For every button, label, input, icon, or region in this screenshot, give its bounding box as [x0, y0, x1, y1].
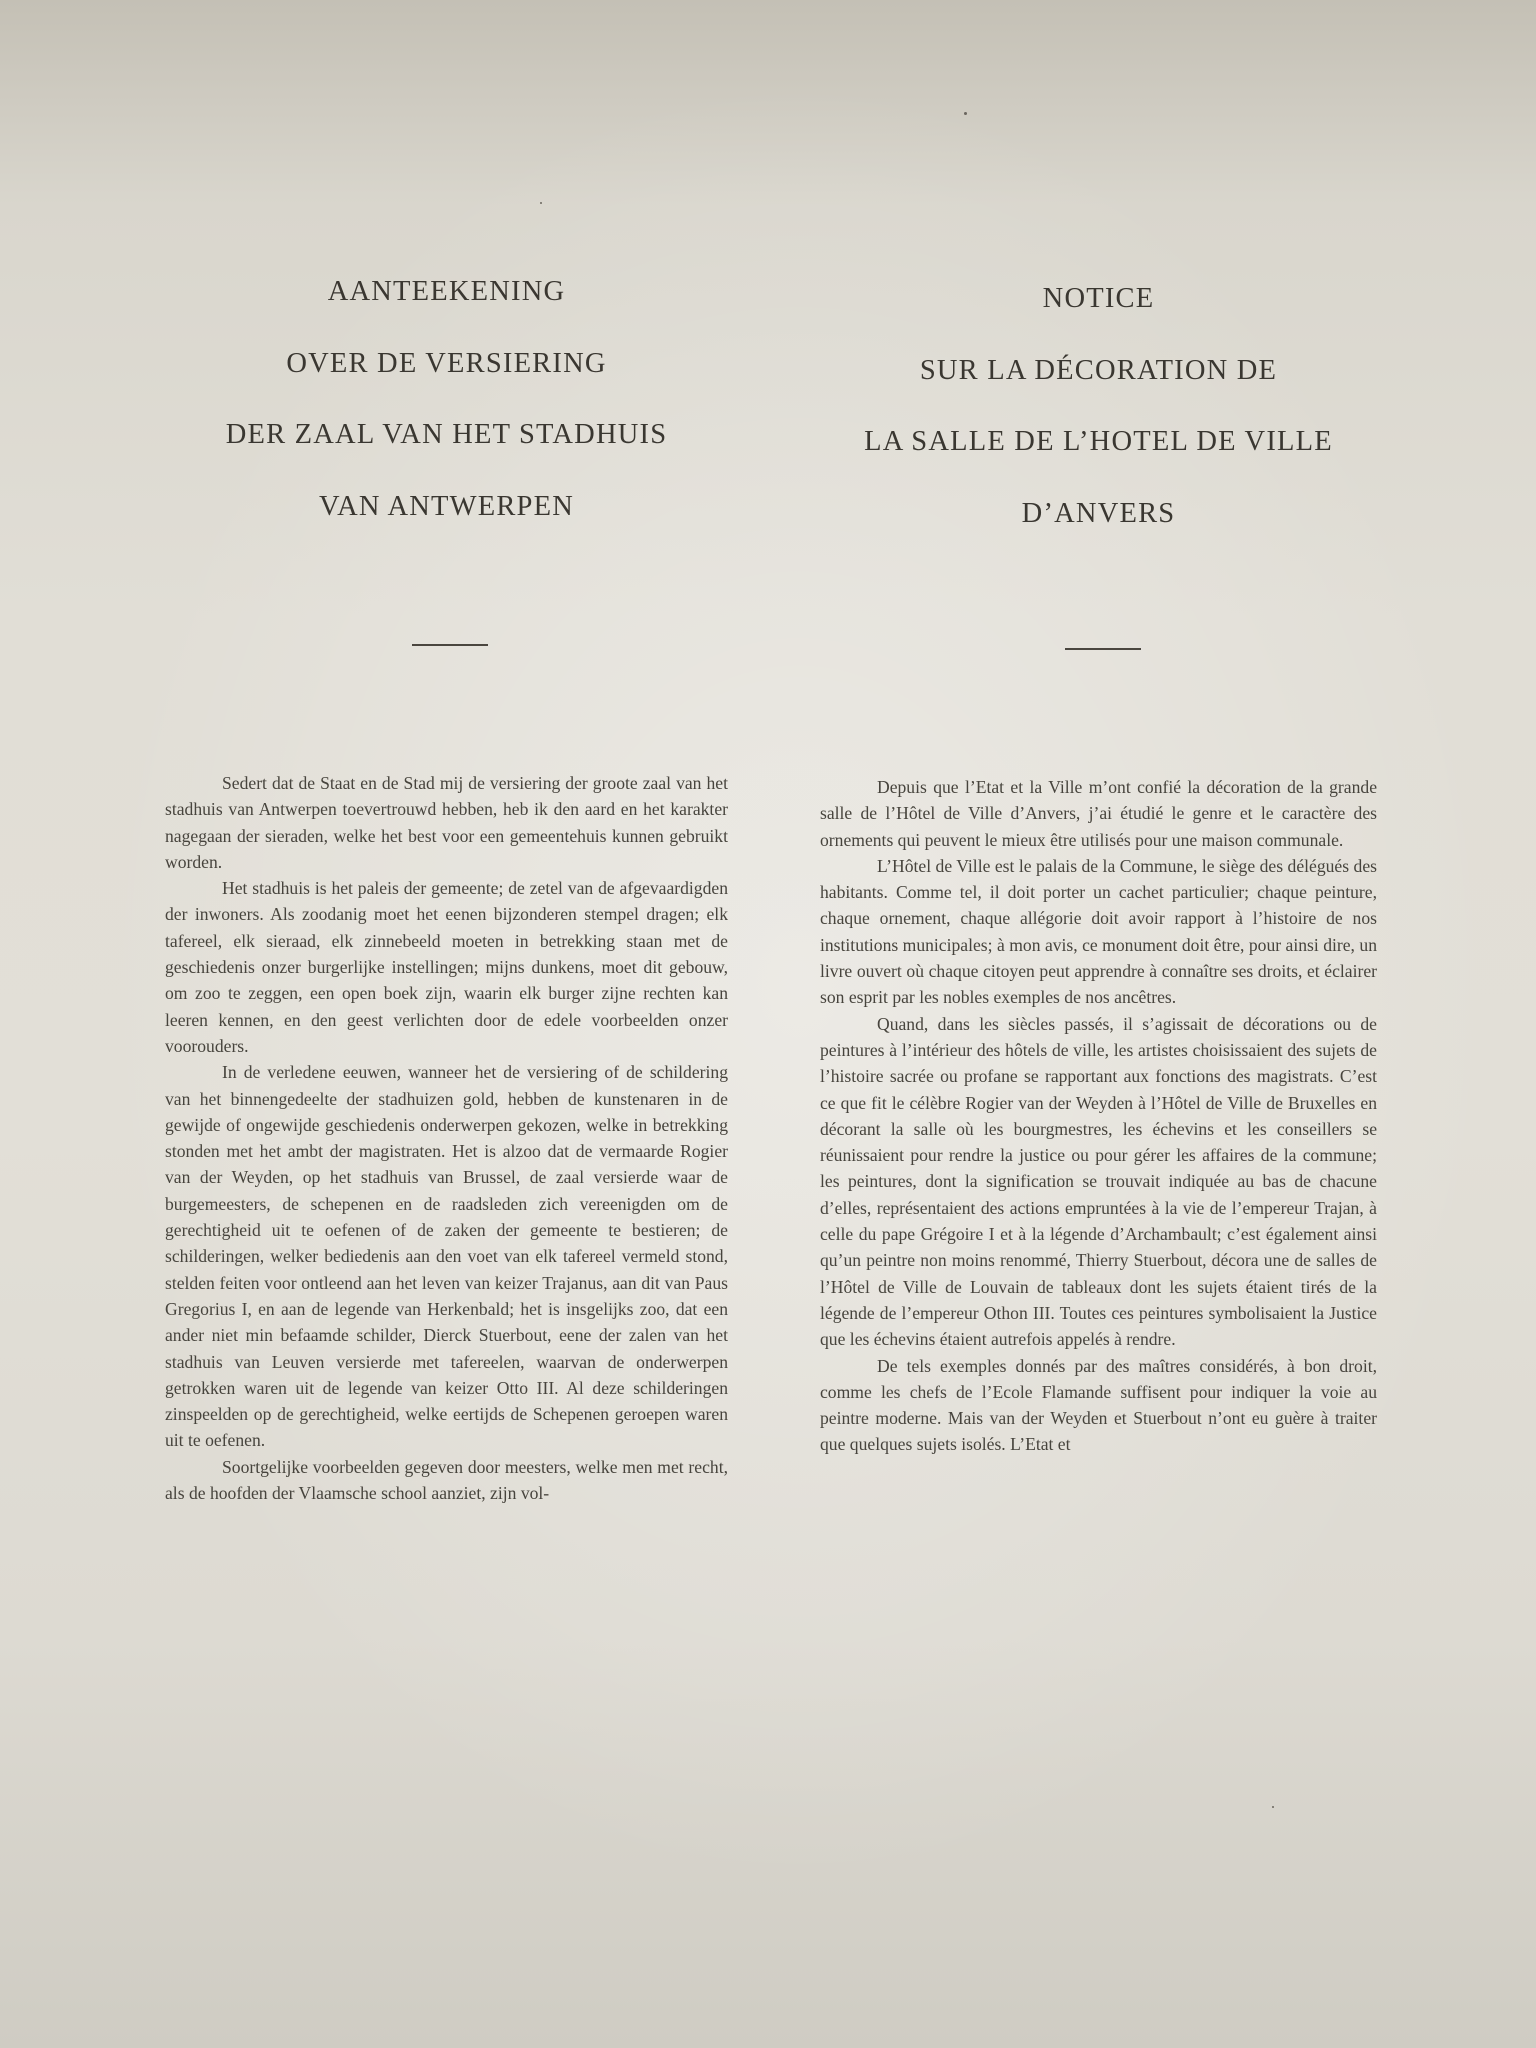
french-paragraph: Depuis que l’Etat et la Ville m’ont confié la décoration de la grande salle de l’Hôtel de Ville d’Anvers, j’ai étudié le genre et le caractère des ornements qui peuvent le mieux être utilisés pour une maison communale. [820, 777, 1377, 850]
french-title-line-4: D’ANVERS [1021, 498, 1176, 529]
dutch-title-divider [412, 644, 488, 646]
paper-speck [964, 112, 967, 115]
french-paragraph: L’Hôtel de Ville est le palais de la Commune, le siège des délégués des habitants. Comme tel, il doit porter un cachet particulier; chaque peinture, chaque ornement, chaque allégorie doit avoir rapport à l’histoire de nos institutions municipales; à mon avis, ce monument doit être, pour ainsi dire, un livre ouvert où chaque citoyen peut apprendre à connaître ses droits, et éclairer son esprit par les nobles exemples de nos ancêtres. [820, 855, 1377, 1008]
french-title-line-2: SUR LA DÉCORATION DE [919, 355, 1278, 386]
dutch-title-line-4: VAN ANTWERPEN [319, 491, 574, 522]
paper-speck [540, 202, 542, 204]
dutch-paragraph: Het stadhuis is het paleis der gemeente; de zetel van de afgevaardigden der inwoners. Als zoodanig moet het eenen bijzonderen stempel dragen; elk tafereel, elk sieraad, elk zinnebeeld moeten in betrekking staan met de geschiedenis onzer burgerlijke instellingen; mijns dunkens, moet dit gebouw, om zoo te zeggen, een open boek zijn, waarin elk burger zijne rechten kan leeren kennen, en den geest verlichten door de edele voorbeelden onzer voorouders. [165, 878, 728, 1056]
dutch-title-line-3: DER ZAAL VAN HET STADHUIS [225, 419, 668, 450]
french-paragraph: Quand, dans les siècles passés, il s’agissait de décorations ou de peintures à l’intérieur des hôtels de ville, les artistes choisissaient des sujets de l’histoire sacrée ou profane se rapportant aux fonctions des magistrats. C’est ce que fit le célèbre Rogier van der Weyden à l’Hôtel de Ville de Bruxelles en décorant la salle où les bourgmestres, les échevins et les conseillers se réunissaient pour rendre la justice ou pour gérer les affaires de la commune; les peintures, dont la signification se trouvait indiquée au bas de chacune d’elles, représentaient des actions empruntées à la vie de l’empereur Trajan, à celle du pape Grégoire I et à la légende d’Archambault; c’est également ainsi qu’un peintre non moins renommé, Thierry Stuerbout, décora une de salles de l’Hôtel de Ville de Louvain de tableaux dont les sujets étaient tirés de la légende de l’empereur Othon III. Toutes ces peintures symbolisaient la Justice que les échevins étaient autrefois appelés à rendre. [820, 1013, 1377, 1350]
french-title-line-1: NOTICE [1042, 283, 1155, 314]
french-paragraph: De tels exemples donnés par des maîtres considérés, à bon droit, comme les chefs de l’Ecole Flamande suffisent pour indiquer la voie au peintre moderne. Mais van der Weyden et Stuerbout n’ont eu guère à traiter que quelques sujets isolés. L’Etat et [820, 1355, 1377, 1455]
french-body-text [820, 774, 1377, 1458]
dutch-paragraph: In de verledene eeuwen, wanneer het de versiering of de schildering van het binnengedeelte der stadhuizen gold, hebben de kunstenaren in de gewijde of ongewijde geschiedenis onderwerpen gekozen, welke in betrekking stonden met het ambt der magistraten. Het is alzoo dat de vermaarde Rogier van der Weyden, op het stadhuis van Brussel, de zaal versierde waar de burgemeesters, de schepenen en de raadsleden zich vereenigden om de gerechtigheid uit te oefenen of de zaken der gemeente te bestieren; de schilderingen, welker bediedenis aan den voet van elk tafereel vermeld stond, stelden feiten voor ontleend aan het leven van keizer Trajanus, aan dit van Paus Gregorius I, en aan de legende van Herkenbald; het is insgelijks zoo, dat een ander niet min befaamde schilder, Dierck Stuerbout, eene der zalen van het stadhuis van Leuven versierde met tafereelen, waarvan de onderwerpen getrokken waren uit de legende van keizer Otto III. Al deze schilderingen zinspeelden op de gerechtigheid, welke eertijds de Schepenen geroepen waren uit te oefenen. [165, 1062, 728, 1451]
french-title-line-3: LA SALLE DE L’HOTEL DE VILLE [864, 426, 1333, 457]
french-title-divider [1065, 648, 1141, 650]
dutch-paragraph: Sedert dat de Staat en de Stad mij de versiering der groote zaal van het stadhuis van Antwerpen toevertrouwd hebben, heb ik den aard en het karakter nagegaan der sieraden, welke het best voor een gemeentehuis kunnen gebruikt worden. [165, 773, 728, 872]
dutch-title-line-1: AANTEEKENING [327, 276, 566, 307]
dutch-paragraph: Soortgelijke voorbeelden gegeven door meesters, welke men met recht, als de hoofden der Vlaamsche school aanziet, zijn vol- [165, 1456, 728, 1504]
paper-speck [1272, 1806, 1274, 1808]
dutch-body-text [165, 770, 728, 1506]
dutch-title-line-2: OVER DE VERSIERING [286, 348, 607, 379]
